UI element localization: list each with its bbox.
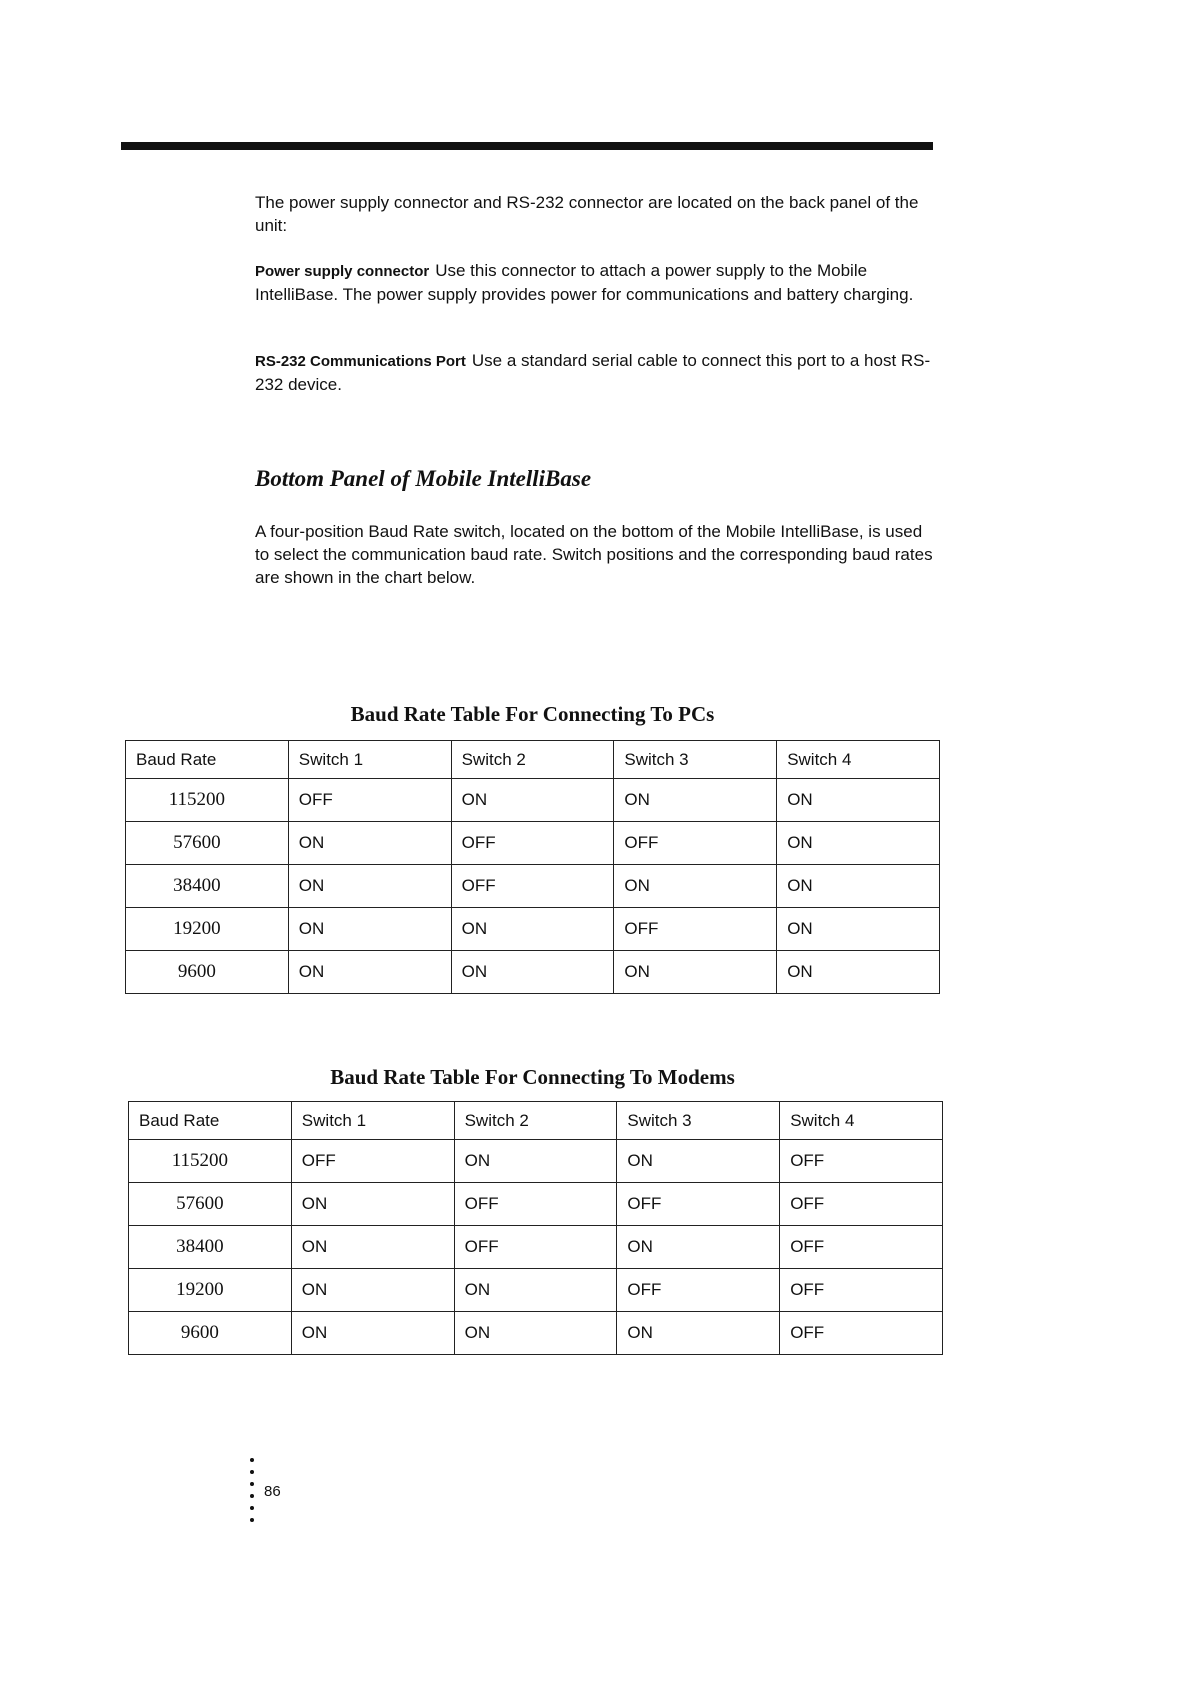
switch-cell: ON xyxy=(451,951,614,994)
table-row xyxy=(129,1312,943,1355)
switch-cell: OFF xyxy=(288,779,451,822)
switch-cell: OFF xyxy=(454,1226,617,1269)
switch-cell: ON xyxy=(288,822,451,865)
table-row xyxy=(129,1269,943,1312)
baud-rate-cell: 57600 xyxy=(129,1183,292,1226)
switch-cell: OFF xyxy=(451,865,614,908)
switch-cell: ON xyxy=(614,779,777,822)
table-header-row xyxy=(126,741,940,779)
baud-rate-cell: 115200 xyxy=(126,779,289,822)
switch-cell: ON xyxy=(454,1140,617,1183)
switch-cell: ON xyxy=(617,1226,780,1269)
column-header: Switch 3 xyxy=(617,1102,780,1140)
column-header: Switch 4 xyxy=(777,741,940,779)
switch-cell: OFF xyxy=(291,1140,454,1183)
switch-cell: ON xyxy=(451,779,614,822)
switch-cell: ON xyxy=(617,1312,780,1355)
baud-rate-cell: 19200 xyxy=(129,1269,292,1312)
switch-cell: ON xyxy=(288,951,451,994)
switch-cell: ON xyxy=(614,865,777,908)
table-row xyxy=(126,822,940,865)
modem-baud-table xyxy=(128,1101,943,1355)
switch-cell: OFF xyxy=(614,908,777,951)
power-supply-text: Use this connector to attach a power supply to the Mobile IntelliBase. The power supply provides power for communications and battery charging. xyxy=(255,261,914,304)
rs232-text: Use a standard serial cable to connect this port to a host RS-232 device. xyxy=(255,351,931,394)
table-row xyxy=(126,951,940,994)
column-header: Switch 2 xyxy=(451,741,614,779)
switch-cell: ON xyxy=(451,908,614,951)
switch-cell: ON xyxy=(777,822,940,865)
rs232-term: RS-232 Communications Port xyxy=(255,353,466,370)
intro-paragraph: The power supply connector and RS-232 connector are located on the back panel of the unit: xyxy=(255,193,919,235)
pc-table-title: Baud Rate Table For Connecting To PCs xyxy=(350,702,715,726)
baud-rate-cell: 38400 xyxy=(126,865,289,908)
column-header: Baud Rate xyxy=(129,1102,292,1140)
switch-cell: ON xyxy=(777,865,940,908)
switch-cell: ON xyxy=(777,908,940,951)
table-row xyxy=(129,1226,943,1269)
switch-cell: ON xyxy=(777,779,940,822)
switch-cell: OFF xyxy=(614,822,777,865)
switch-cell: ON xyxy=(617,1140,780,1183)
switch-cell: ON xyxy=(454,1312,617,1355)
column-header: Switch 3 xyxy=(614,741,777,779)
table-row xyxy=(129,1140,943,1183)
bottom-panel-heading: Bottom Panel of Mobile IntelliBase xyxy=(255,466,592,491)
header-rule xyxy=(121,142,933,150)
baud-rate-cell: 19200 xyxy=(126,908,289,951)
pc-baud-table xyxy=(125,740,940,994)
switch-cell: ON xyxy=(288,865,451,908)
column-header: Switch 1 xyxy=(288,741,451,779)
column-header: Switch 1 xyxy=(291,1102,454,1140)
switch-cell: ON xyxy=(291,1183,454,1226)
switch-cell: ON xyxy=(291,1269,454,1312)
baud-rate-cell: 38400 xyxy=(129,1226,292,1269)
table-row xyxy=(126,908,940,951)
column-header: Switch 2 xyxy=(454,1102,617,1140)
switch-cell: OFF xyxy=(780,1140,943,1183)
table-header-row xyxy=(129,1102,943,1140)
baud-rate-cell: 57600 xyxy=(126,822,289,865)
bottom-panel-paragraph: A four-position Baud Rate switch, located on the bottom of the Mobile IntelliBase, is used to select the communication baud rate. Switch positions and the corresponding baud rates are shown in the chart below. xyxy=(255,522,933,587)
baud-rate-cell: 115200 xyxy=(129,1140,292,1183)
switch-cell: OFF xyxy=(617,1183,780,1226)
modem-table-title: Baud Rate Table For Connecting To Modems xyxy=(330,1065,735,1089)
page-dot-leader xyxy=(250,1458,256,1530)
switch-cell: OFF xyxy=(780,1269,943,1312)
switch-cell: OFF xyxy=(780,1312,943,1355)
switch-cell: ON xyxy=(454,1269,617,1312)
table-row xyxy=(126,865,940,908)
baud-rate-cell: 9600 xyxy=(129,1312,292,1355)
page-number: 86 xyxy=(264,1483,281,1500)
switch-cell: OFF xyxy=(454,1183,617,1226)
switch-cell: ON xyxy=(614,951,777,994)
column-header: Baud Rate xyxy=(126,741,289,779)
power-supply-paragraph xyxy=(255,259,935,306)
switch-cell: OFF xyxy=(451,822,614,865)
switch-cell: ON xyxy=(291,1312,454,1355)
column-header: Switch 4 xyxy=(780,1102,943,1140)
switch-cell: ON xyxy=(777,951,940,994)
table-row xyxy=(126,779,940,822)
table-row xyxy=(129,1183,943,1226)
switch-cell: OFF xyxy=(780,1183,943,1226)
switch-cell: ON xyxy=(291,1226,454,1269)
baud-rate-cell: 9600 xyxy=(126,951,289,994)
rs232-paragraph xyxy=(255,349,935,396)
switch-cell: ON xyxy=(288,908,451,951)
power-supply-term: Power supply connector xyxy=(255,263,430,280)
switch-cell: OFF xyxy=(617,1269,780,1312)
switch-cell: OFF xyxy=(780,1226,943,1269)
